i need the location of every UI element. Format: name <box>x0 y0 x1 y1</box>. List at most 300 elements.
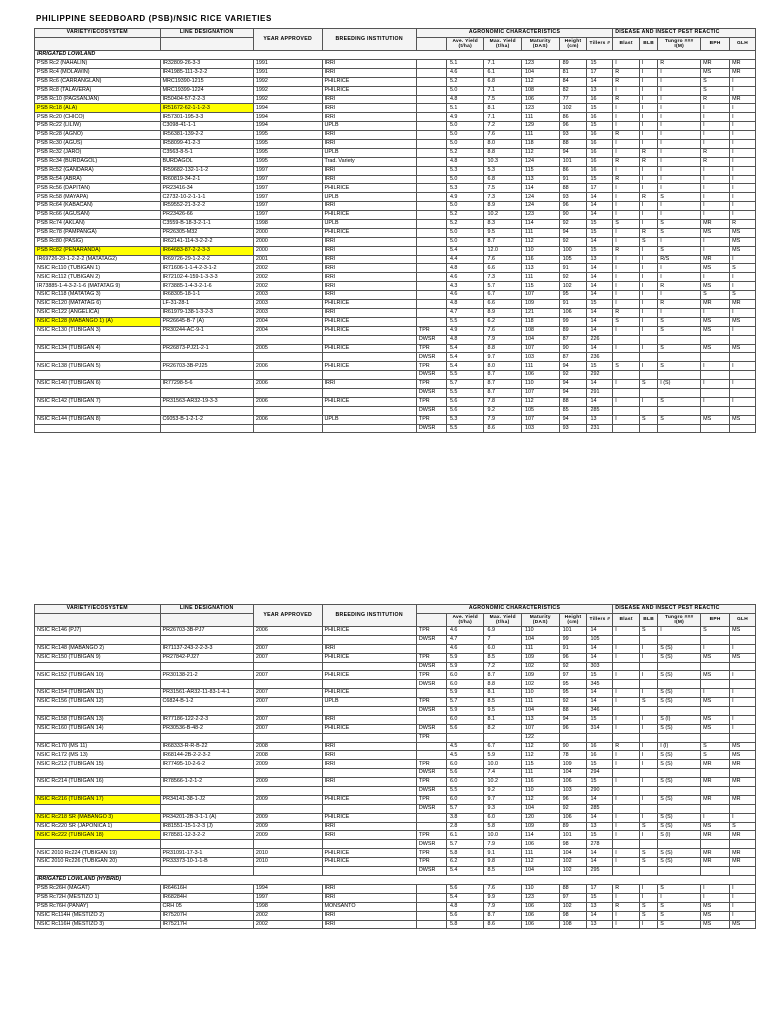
ave-yield-cell: 4.7 <box>446 635 484 644</box>
maturity-cell: 111 <box>522 113 560 122</box>
ave-yield-cell: 5.0 <box>446 131 484 140</box>
max-yield-cell: 7.6 <box>484 326 522 335</box>
bph-cell <box>701 424 730 433</box>
blb-cell <box>640 804 658 813</box>
bph-cell: I <box>701 104 730 113</box>
blast-cell <box>613 635 640 644</box>
glh-cell <box>730 406 756 415</box>
variety-cell <box>35 388 161 397</box>
variety-cell: NSIC Rc138 (TUBIGAN 5) <box>35 362 161 371</box>
blast-cell <box>613 335 640 344</box>
ecosystem-cell: DWSR <box>416 707 446 716</box>
blb-cell: I <box>640 778 658 787</box>
ave-yield-cell: 5.4 <box>446 344 484 353</box>
bph-cell <box>701 335 730 344</box>
header-breeding-institution: BREEDING INSTITUTION <box>322 29 416 51</box>
height-cell: 90 <box>559 344 587 353</box>
glh-cell: MS <box>730 742 756 751</box>
institution-cell: UPLB <box>322 122 416 131</box>
tungro-cell: I <box>658 131 701 140</box>
height-cell: 101 <box>559 627 587 636</box>
ecosystem-cell <box>416 157 446 166</box>
glh-cell: MR <box>730 68 756 77</box>
line-designation-cell: PR23416-34 <box>160 184 253 193</box>
bph-cell: MS <box>701 264 730 273</box>
ecosystem-cell <box>416 202 446 211</box>
ecosystem-cell <box>416 193 446 202</box>
tillers-cell: 14 <box>587 380 613 389</box>
tillers-cell: 15 <box>587 300 613 309</box>
line-designation-cell <box>160 707 253 716</box>
variety-cell: NSIC Rc118 (MATATAG 3) <box>35 291 161 300</box>
height-cell: 95 <box>559 291 587 300</box>
ave-yield-cell: 5.4 <box>446 353 484 362</box>
blb-cell: S <box>640 415 658 424</box>
maturity-cell: 112 <box>522 77 560 86</box>
glh-cell: MR <box>730 795 756 804</box>
variety-cell: NSIC Rc122 (ANGELICA) <box>35 308 161 317</box>
bph-cell: MS <box>701 326 730 335</box>
maturity-cell: 121 <box>522 308 560 317</box>
height-cell: 90 <box>559 211 587 220</box>
header-blast: Blast <box>613 614 640 627</box>
ave-yield-cell: 4.7 <box>446 308 484 317</box>
tillers-cell: 17 <box>587 68 613 77</box>
maturity-cell: 103 <box>522 424 560 433</box>
maturity-cell: 114 <box>522 220 560 229</box>
max-yield-cell: 7.5 <box>484 95 522 104</box>
tungro-cell: S (S) <box>658 653 701 662</box>
blb-cell: I <box>640 175 658 184</box>
bph-cell <box>701 371 730 380</box>
height-cell: 109 <box>559 760 587 769</box>
bph-cell: S <box>701 86 730 95</box>
height-cell: 94 <box>559 148 587 157</box>
header-variety: VARIETY/ECOSYSTEM <box>35 29 161 38</box>
height-cell: 78 <box>559 751 587 760</box>
tillers-cell: 14 <box>587 193 613 202</box>
table-row <box>35 193 756 202</box>
blast-cell: I <box>613 228 640 237</box>
max-yield-cell: 8.1 <box>484 715 522 724</box>
variety-cell: NSIC Rc216 (TUBIGAN 17) <box>35 795 161 804</box>
line-designation-cell: IR78566-1-2-1-2 <box>160 778 253 787</box>
year-cell: 1997 <box>253 202 322 211</box>
height-cell: 88 <box>559 397 587 406</box>
maturity-cell: 109 <box>522 653 560 662</box>
table-row <box>35 104 756 113</box>
glh-cell <box>730 662 756 671</box>
line-designation-cell: IR56381-139-2-2 <box>160 131 253 140</box>
table-row <box>35 644 756 653</box>
ave-yield-cell: 5.0 <box>446 140 484 149</box>
institution-cell: IRRI <box>322 255 416 264</box>
maturity-cell: 120 <box>522 813 560 822</box>
bph-cell: MR <box>701 760 730 769</box>
ave-yield-cell: 6.0 <box>446 778 484 787</box>
glh-cell: MR <box>730 849 756 858</box>
tillers-cell: 14 <box>587 689 613 698</box>
tungro-cell: I <box>658 202 701 211</box>
max-yield-cell: 7.5 <box>484 184 522 193</box>
tungro-cell: S (S) <box>658 760 701 769</box>
glh-cell: I <box>730 273 756 282</box>
height-cell: 91 <box>559 644 587 653</box>
tungro-cell: I <box>658 264 701 273</box>
bph-cell: I <box>701 644 730 653</box>
tillers-cell: 16 <box>587 157 613 166</box>
blast-cell: I <box>613 104 640 113</box>
blast-cell: I <box>613 300 640 309</box>
line-designation-cell: PR27842-PJ27 <box>160 653 253 662</box>
tillers-cell: 14 <box>587 273 613 282</box>
blb-cell: I <box>640 644 658 653</box>
ecosystem-cell <box>416 282 446 291</box>
maturity-cell: 123 <box>522 60 560 69</box>
ecosystem-cell: TPR <box>416 326 446 335</box>
table-row <box>35 742 756 751</box>
glh-cell: I <box>730 308 756 317</box>
glh-cell: I <box>730 131 756 140</box>
line-designation-cell <box>160 635 253 644</box>
year-cell: 2006 <box>253 380 322 389</box>
year-cell: 1995 <box>253 157 322 166</box>
glh-cell: I <box>730 724 756 733</box>
glh-cell <box>730 424 756 433</box>
maturity-cell: 113 <box>522 175 560 184</box>
blb-cell: I <box>640 742 658 751</box>
glh-cell: I <box>730 715 756 724</box>
tungro-cell <box>658 680 701 689</box>
max-yield-cell: 8.7 <box>484 388 522 397</box>
ecosystem-cell <box>416 148 446 157</box>
glh-cell: I <box>730 122 756 131</box>
line-designation-cell <box>160 388 253 397</box>
variety-cell: PSB Rc76H (PANAY) <box>35 902 161 911</box>
height-cell: 93 <box>559 131 587 140</box>
line-designation-cell: C6053-B-1-2-1-2 <box>160 415 253 424</box>
tungro-cell <box>658 804 701 813</box>
year-cell: 2007 <box>253 671 322 680</box>
tungro-cell <box>658 335 701 344</box>
ave-yield-cell: 6.0 <box>446 795 484 804</box>
bph-cell: MS <box>701 715 730 724</box>
institution-cell <box>322 406 416 415</box>
ecosystem-cell: DWSR <box>416 787 446 796</box>
tillers-cell: 17 <box>587 184 613 193</box>
ave-yield-cell: 4.8 <box>446 300 484 309</box>
variety-cell: NSIC Rc146 (PJ7) <box>35 627 161 636</box>
blb-cell: I <box>640 397 658 406</box>
tungro-cell: I <box>658 308 701 317</box>
blast-cell: I <box>613 148 640 157</box>
tungro-cell <box>658 371 701 380</box>
max-yield-cell: 6.8 <box>484 77 522 86</box>
maturity-cell: 115 <box>522 166 560 175</box>
bph-cell: I <box>701 131 730 140</box>
ave-yield-cell: 4.6 <box>446 68 484 77</box>
line-designation-cell <box>160 424 253 433</box>
ave-yield-cell: 5.5 <box>446 424 484 433</box>
ecosystem-cell: TPR <box>416 362 446 371</box>
year-cell: 2010 <box>253 858 322 867</box>
ave-yield-cell: 5.6 <box>446 406 484 415</box>
table-row <box>35 282 756 291</box>
blb-cell <box>640 635 658 644</box>
max-yield-cell: 7.2 <box>484 662 522 671</box>
ecosystem-cell: DWSR <box>416 867 446 876</box>
year-cell <box>253 388 322 397</box>
year-cell: 2009 <box>253 795 322 804</box>
glh-cell <box>730 867 756 876</box>
tillers-cell: 14 <box>587 326 613 335</box>
blast-cell: I <box>613 698 640 707</box>
tungro-cell <box>658 424 701 433</box>
height-cell: 94 <box>559 380 587 389</box>
table-row <box>35 362 756 371</box>
blb-cell: I <box>640 795 658 804</box>
institution-cell <box>322 787 416 796</box>
blast-cell: I <box>613 778 640 787</box>
institution-cell: PHILRICE <box>322 317 416 326</box>
year-cell: 2001 <box>253 255 322 264</box>
institution-cell: IRRI <box>322 131 416 140</box>
blast-cell: R <box>613 77 640 86</box>
table-row <box>35 840 756 849</box>
table-row <box>35 211 756 220</box>
bph-cell: MS <box>701 317 730 326</box>
tillers-cell: 16 <box>587 140 613 149</box>
tillers-cell: 278 <box>587 840 613 849</box>
glh-cell <box>730 388 756 397</box>
ecosystem-cell <box>416 131 446 140</box>
ecosystem-cell: TPR <box>416 831 446 840</box>
tungro-cell: S (S) <box>658 858 701 867</box>
ecosystem-cell <box>416 884 446 893</box>
ave-yield-cell: 6.2 <box>446 858 484 867</box>
institution-cell: PHILRICE <box>322 362 416 371</box>
glh-cell: I <box>730 644 756 653</box>
tungro-cell: I <box>658 211 701 220</box>
blb-cell: I <box>640 255 658 264</box>
ecosystem-cell: TPR <box>416 698 446 707</box>
table-row <box>35 60 756 69</box>
tungro-cell: S (S) <box>658 778 701 787</box>
variety-cell: NSIC 2010 Rc226 (TUBIGAN 20) <box>35 858 161 867</box>
institution-cell <box>322 733 416 742</box>
header-breeding-institution: BREEDING INSTITUTION <box>322 605 416 627</box>
maturity-cell: 115 <box>522 760 560 769</box>
tungro-cell: I <box>658 113 701 122</box>
maturity-cell: 111 <box>522 228 560 237</box>
tungro-cell: I (I) <box>658 742 701 751</box>
max-yield-cell: 6.0 <box>484 813 522 822</box>
glh-cell: MS <box>730 317 756 326</box>
ecosystem-cell <box>416 95 446 104</box>
institution-cell <box>322 707 416 716</box>
ave-yield-cell: 4.3 <box>446 282 484 291</box>
tillers-cell: 13 <box>587 822 613 831</box>
ecosystem-cell <box>416 920 446 929</box>
variety-cell: NSIC Rc214 (TUBIGAN 16) <box>35 778 161 787</box>
blast-cell: I <box>613 689 640 698</box>
institution-cell <box>322 388 416 397</box>
maturity-cell: 124 <box>522 202 560 211</box>
tungro-cell: S <box>658 415 701 424</box>
max-yield-cell: 6.0 <box>484 644 522 653</box>
glh-cell: MR <box>730 858 756 867</box>
ave-yield-cell: 4.5 <box>446 751 484 760</box>
glh-cell: I <box>730 148 756 157</box>
height-cell: 92 <box>559 698 587 707</box>
ecosystem-cell: DWSR <box>416 424 446 433</box>
year-cell: 2007 <box>253 653 322 662</box>
blast-cell <box>613 769 640 778</box>
glh-cell <box>730 733 756 742</box>
blast-cell: R <box>613 884 640 893</box>
tungro-cell: S <box>658 220 701 229</box>
institution-cell: IRRI <box>322 282 416 291</box>
institution-cell: PHILRICE <box>322 326 416 335</box>
bph-cell: I <box>701 362 730 371</box>
glh-cell: MS <box>730 653 756 662</box>
ave-yield-cell: 4.6 <box>446 627 484 636</box>
bph-cell: I <box>701 211 730 220</box>
tillers-cell: 14 <box>587 644 613 653</box>
blast-cell: I <box>613 344 640 353</box>
height-cell: 96 <box>559 653 587 662</box>
tungro-cell: I <box>658 95 701 104</box>
height-cell: 105 <box>559 255 587 264</box>
year-cell: 2000 <box>253 228 322 237</box>
blb-cell: I <box>640 715 658 724</box>
variety-cell: PSB Rc26H (MAGAT) <box>35 884 161 893</box>
glh-cell <box>730 769 756 778</box>
glh-cell: I <box>730 255 756 264</box>
table-row <box>35 131 756 140</box>
tillers-cell: 14 <box>587 653 613 662</box>
ave-yield-cell: 5.5 <box>446 388 484 397</box>
line-designation-cell: IR81551-15-1-2-3 (J) <box>160 822 253 831</box>
glh-cell: I <box>730 813 756 822</box>
tungro-cell: S (S) <box>658 822 701 831</box>
glh-cell: MS <box>730 246 756 255</box>
blast-cell <box>613 388 640 397</box>
height-cell: 96 <box>559 724 587 733</box>
glh-cell: I <box>730 166 756 175</box>
table-row <box>35 424 756 433</box>
max-yield-cell: 8.3 <box>484 220 522 229</box>
header-maturity: Maturity (DAS) <box>522 38 560 51</box>
glh-cell: S <box>730 822 756 831</box>
tungro-cell: I <box>658 104 701 113</box>
blb-cell: I <box>640 760 658 769</box>
maturity-cell: 111 <box>522 698 560 707</box>
varieties-table-bottom <box>34 604 756 929</box>
year-cell: 2010 <box>253 849 322 858</box>
max-yield-cell: 7.3 <box>484 193 522 202</box>
tillers-cell: 14 <box>587 813 613 822</box>
year-cell <box>253 680 322 689</box>
blb-cell: I <box>640 282 658 291</box>
header-height: Height (cm) <box>559 38 587 51</box>
ecosystem-cell: TPR <box>416 380 446 389</box>
tillers-cell: 17 <box>587 884 613 893</box>
tungro-cell: S <box>658 193 701 202</box>
tungro-cell: I <box>658 77 701 86</box>
variety-cell <box>35 707 161 716</box>
bph-cell <box>701 406 730 415</box>
tungro-cell: S <box>658 884 701 893</box>
tillers-cell: 231 <box>587 424 613 433</box>
header-agronomic: AGRONOMIC CHARACTERISTICS <box>416 605 612 614</box>
glh-cell: MR <box>730 60 756 69</box>
header-disease: DISEASE AND INSECT PEST REACTIC <box>613 29 756 38</box>
tungro-cell: S (S) <box>658 724 701 733</box>
table-row <box>35 884 756 893</box>
ave-yield-cell: 5.0 <box>446 122 484 131</box>
blast-cell: I <box>613 193 640 202</box>
blast-cell: R <box>613 246 640 255</box>
line-designation-cell: PR26645-B-7 (A) <box>160 317 253 326</box>
ecosystem-cell <box>416 317 446 326</box>
line-designation-cell: IR75217H <box>160 920 253 929</box>
institution-cell: IRRI <box>322 884 416 893</box>
header-year-approved: YEAR APPROVED <box>253 605 322 627</box>
institution-cell <box>322 840 416 849</box>
ecosystem-cell: TPR <box>416 760 446 769</box>
bph-cell: I <box>701 113 730 122</box>
tillers-cell: 285 <box>587 804 613 813</box>
institution-cell: IRRI <box>322 95 416 104</box>
height-cell: 102 <box>559 867 587 876</box>
line-designation-cell: C3563-8-5-1 <box>160 148 253 157</box>
glh-cell: I <box>730 698 756 707</box>
height-cell: 91 <box>559 300 587 309</box>
bph-cell: MS <box>701 228 730 237</box>
institution-cell: PHILRICE <box>322 86 416 95</box>
year-cell <box>253 804 322 813</box>
ecosystem-cell: TPR <box>416 858 446 867</box>
ecosystem-cell: TPR <box>416 733 446 742</box>
height-cell: 94 <box>559 362 587 371</box>
institution-cell: IRRI <box>322 113 416 122</box>
ecosystem-cell: TPR <box>416 795 446 804</box>
max-yield-cell: 7.1 <box>484 113 522 122</box>
height-cell: 94 <box>559 228 587 237</box>
year-cell: 1995 <box>253 131 322 140</box>
maturity-cell: 104 <box>522 635 560 644</box>
tillers-cell: 290 <box>587 787 613 796</box>
line-designation-cell: PR23426-66 <box>160 211 253 220</box>
table-row <box>35 291 756 300</box>
bph-cell: I <box>701 193 730 202</box>
tungro-cell: I <box>658 68 701 77</box>
blb-cell <box>640 371 658 380</box>
tillers-cell: 16 <box>587 131 613 140</box>
blast-cell: R <box>613 175 640 184</box>
max-yield-cell: 6.2 <box>484 317 522 326</box>
maturity-cell: 104 <box>522 804 560 813</box>
height-cell: 88 <box>559 707 587 716</box>
blast-cell: I <box>613 184 640 193</box>
ecosystem-cell: DWSR <box>416 680 446 689</box>
height-cell: 92 <box>559 662 587 671</box>
blb-cell: S <box>640 698 658 707</box>
ave-yield-cell: 5.9 <box>446 689 484 698</box>
variety-cell <box>35 635 161 644</box>
height-cell: 94 <box>559 388 587 397</box>
